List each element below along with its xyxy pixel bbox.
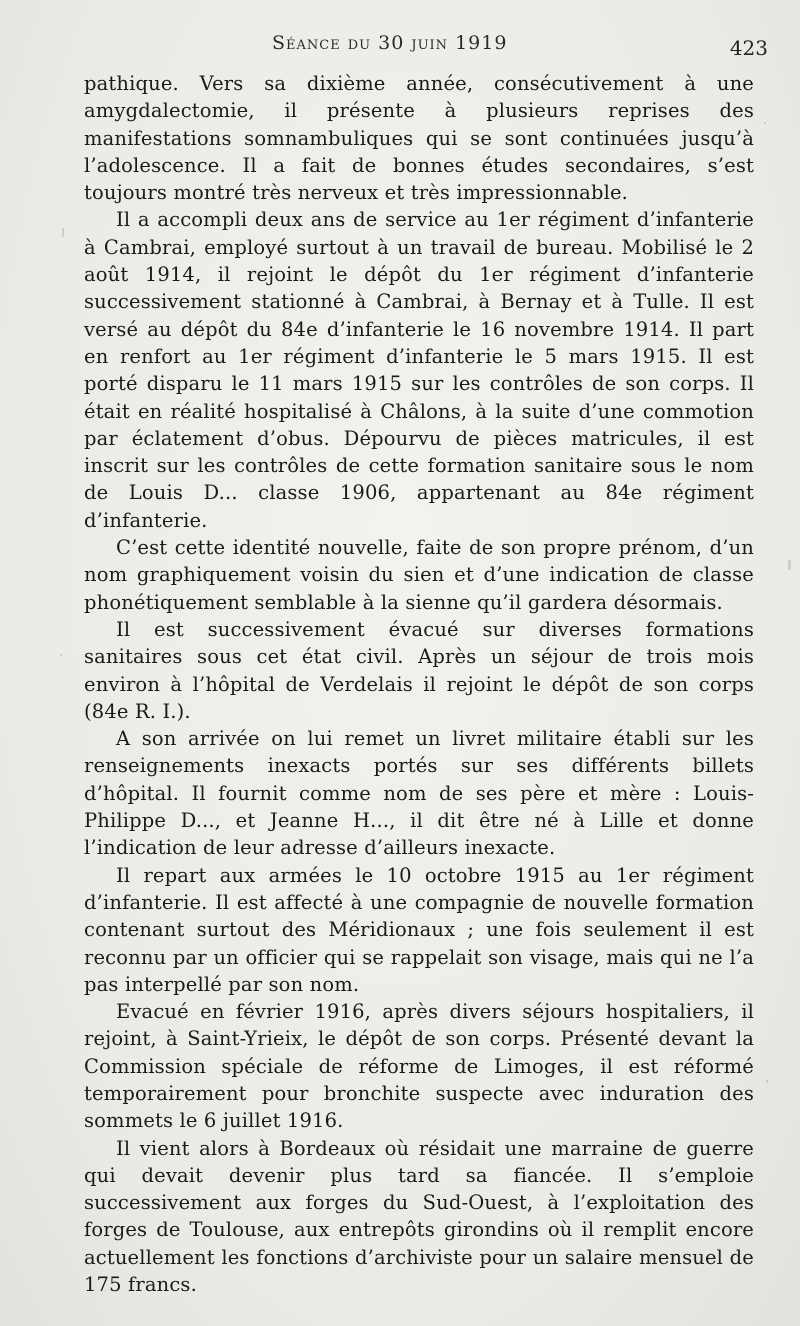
scan-speck	[60, 654, 62, 656]
running-title: Séance du 30 juin 1919	[272, 32, 508, 54]
scan-speck	[62, 228, 64, 237]
scan-speck	[766, 1080, 768, 1083]
paragraph-return-to-front: Il repart aux armées le 10 octobre 1915 au 1er régiment d’infanterie. Il est affecté à une compagnie de nouvelle formation contenant surtout des Méridionaux ; une fois seulement il est reconnu par un officier qui se rappelait son visage, mais qui ne l’a pas interpellé par son nom.	[84, 863, 754, 996]
body-text	[84, 70, 754, 1298]
paragraph-new-identity: C’est cette identité nouvelle, faite de son propre prénom, d’un nom graphiquement voisin du sien et d’une indication de classe phonétiquement semblable à la sienne qu’il gardera désormais.	[84, 536, 754, 614]
scan-speck	[788, 560, 791, 570]
scan-speck	[764, 122, 766, 124]
paragraph-military-service: Il a accompli deux ans de service au 1er régiment d’infanterie à Cambrai, employé surtout à un travail de bureau. Mobilisé le 2 août 1914, il rejoint le dépôt du 1er régiment d’infanterie successivement stationné à Cambrai, à Bernay et à Tulle. Il est versé au dépôt du 84e d’infanterie le 16 novembre 1914. Il part en renfort au 1er régiment d’infanterie le 5 mars 1915. Il est porté disparu le 11 mars 1915 sur les contrôles de son corps. Il était en réalité hospitalisé à Châlons, à la suite d’une commotion par éclatement d’obus. Dépourvu de pièces matricules, il est inscrit sur les contrôles de cette formation sanitaire sous le nom de Louis D... classe 1906, appartenant au 84e régiment d’infanterie.	[84, 208, 754, 532]
paragraph-continuation: pathique. Vers sa dixième année, consécutivement à une amygdalectomie, il présente à plusieurs reprises des manifestations somnambuliques qui se sont continuées jusqu’à l’adolescence. Il a fait de bonnes études secondaires, s’est toujours montré très nerveux et très impressionnable.	[84, 72, 754, 205]
page-number: 423	[729, 36, 768, 60]
paragraph-military-booklet: A son arrivée on lui remet un livret militaire établi sur les renseignements inexacts portés sur ses différents billets d’hôpital. Il fournit comme nom de ses père et mère : Louis-Philippe D..., et Jeanne H..., il dit être né à Lille et donne l’indication de leur adresse d’ailleurs inexacte.	[84, 727, 754, 860]
running-header	[0, 32, 800, 62]
paragraph-bordeaux: Il vient alors à Bordeaux où résidait une marraine de guerre qui devait devenir plus tard sa fiancée. Il s’emploie successivement aux forges du Sud-Ouest, à l’exploitation des forges de Toulouse, aux entrepôts girondins où il remplit encore actuellement les fonctions d’archiviste pour un salaire mensuel de 175 francs.	[84, 1136, 754, 1297]
paragraph-evacuation: Il est successivement évacué sur diverses formations sanitaires sous cet état civil. Après un séjour de trois mois environ à l’hôpital de Verdelais il rejoint le dépôt de son corps (84e R. I.).	[84, 617, 754, 723]
paragraph-reform: Evacué en février 1916, après divers séjours hospitaliers, il rejoint, à Saint-Yrieix, le dépôt de son corps. Présenté devant la Commission spéciale de réforme de Limoges, il est réformé temporairement pour bronchite suspecte avec induration des sommets le 6 juillet 1916.	[84, 1000, 754, 1133]
